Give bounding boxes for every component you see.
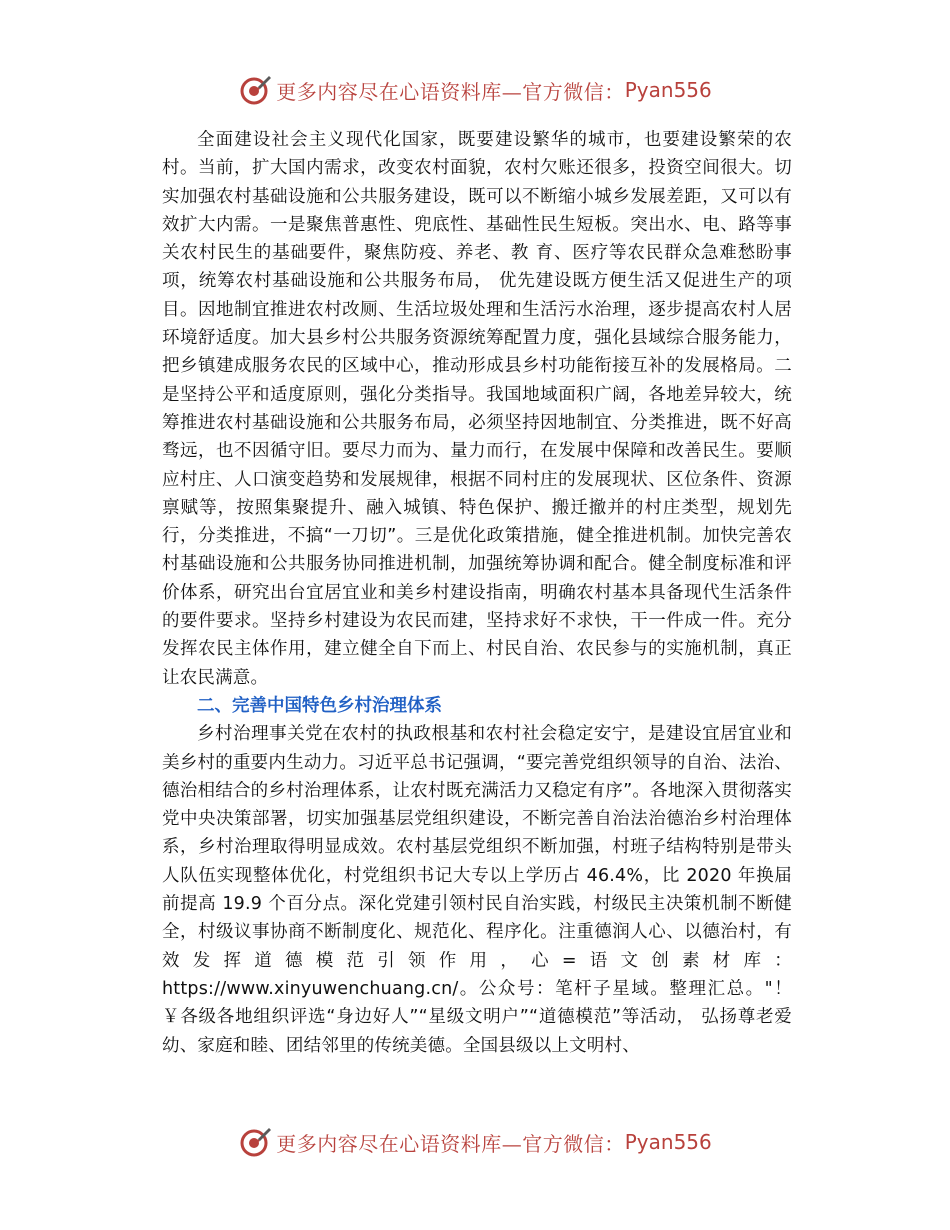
footer-banner-text: 更多内容尽在心语资料库—官方微信： xyxy=(276,1131,625,1156)
paragraph-rural-governance: 乡村治理事关党在农村的执政根基和农村社会稳定安宁，是建设宜居宜业和美乡村的重要内生动力。习近平总书记强调，“要完善党组织领导的自治、法治、德治相结合的乡村治理体系，让农村既充满活力又稳定有序”。各地深入贯彻落实党中央决策部署，切实加强基层党组织建设，不断完善自治法治德治乡村治理体系，乡村治理取得明显成效。农村基层党组织不断加强，村班子结构特别是带头人队伍实现整体优化，村党组织书记大专以上学历占 46.4%，比 2020 年换届前提高 19.9 个百分点。深化党建引领村民自治实践，村级民主决策机制不断健全，村级议事协商不断制度化、规范化、程序化。注重德润人心、以德治村，有效发挥道德模范引领作用，心=语文创素材库：https://www.xinyuwenchuang.cn/。公众号：笔杆子星域。整理汇总。"！￥各级各地组织评选“身边好人”“星级文明户”“道德模范”等活动， 弘扬尊老爱幼、家庭和睦、团结邻里的传统美德。全国县级以上文明村、 xyxy=(162,724,792,1056)
section-heading-rural-governance: 二、完善中国特色乡村治理体系 xyxy=(197,695,442,716)
document-body xyxy=(162,126,792,1060)
brush-logo-icon xyxy=(238,73,272,107)
header-banner-text: 更多内容尽在心语资料库—官方微信： xyxy=(276,79,625,104)
footer-banner xyxy=(0,1122,950,1162)
header-banner-wechat: Pyan556 xyxy=(624,78,712,102)
brush-logo-icon xyxy=(238,1125,272,1159)
footer-banner-wechat: Pyan556 xyxy=(624,1130,712,1154)
header-banner xyxy=(0,70,950,110)
paragraph-rural-infrastructure: 全面建设社会主义现代化国家，既要建设繁华的城市，也要建设繁荣的农村。当前，扩大国内需求，改变农村面貌，农村欠账还很多，投资空间很大。切实加强农村基础设施和公共服务建设，既可以不断缩小城乡发展差距，又可以有效扩大内需。一是聚焦普惠性、兜底性、基础性民生短板。突出水、电、路等事关农村民生的基础要件，聚焦防疫、养老、教 育、医疗等农民群众急难愁盼事项，统筹农村基础设施和公共服务布局， 优先建设既方便生活又促进生产的项目。因地制宜推进农村改厕、生活垃圾处理和生活污水治理，逐步提高农村人居环境舒适度。加大县乡村公共服务资源统筹配置力度，强化县域综合服务能力，把乡镇建成服务农民的区域中心，推动形成县乡村功能衔接互补的发展格局。二是坚持公平和适度原则，强化分类指导。我国地域面积广阔，各地差异较大，统筹推进农村基础设施和公共服务布局，必须坚持因地制宜、分类推进，既不好高骛远，也不因循守旧。要尽力而为、量力而行，在发展中保障和改善民生。要顺应村庄、人口演变趋势和发展规律，根据不同村庄的发展现状、区位条件、资源禀赋等，按照集聚提升、融入城镇、特色保护、搬迁撤并的村庄类型，规划先行，分类推进，不搞“一刀切”。三是优化政策措施，健全推进机制。加快完善农村基础设施和公共服务协同推进机制，加强统筹协调和配合。健全制度标准和评价体系，研究出台宜居宜业和美乡村建设指南，明确农村基本具备现代生活条件的要件要求。坚持乡村建设为农民而建，坚持求好不求快，干一件成一件。充分发挥农民主体作用，建立健全自下而上、村民自治、农民参与的实施机制，真正让农民满意。 xyxy=(162,130,792,688)
